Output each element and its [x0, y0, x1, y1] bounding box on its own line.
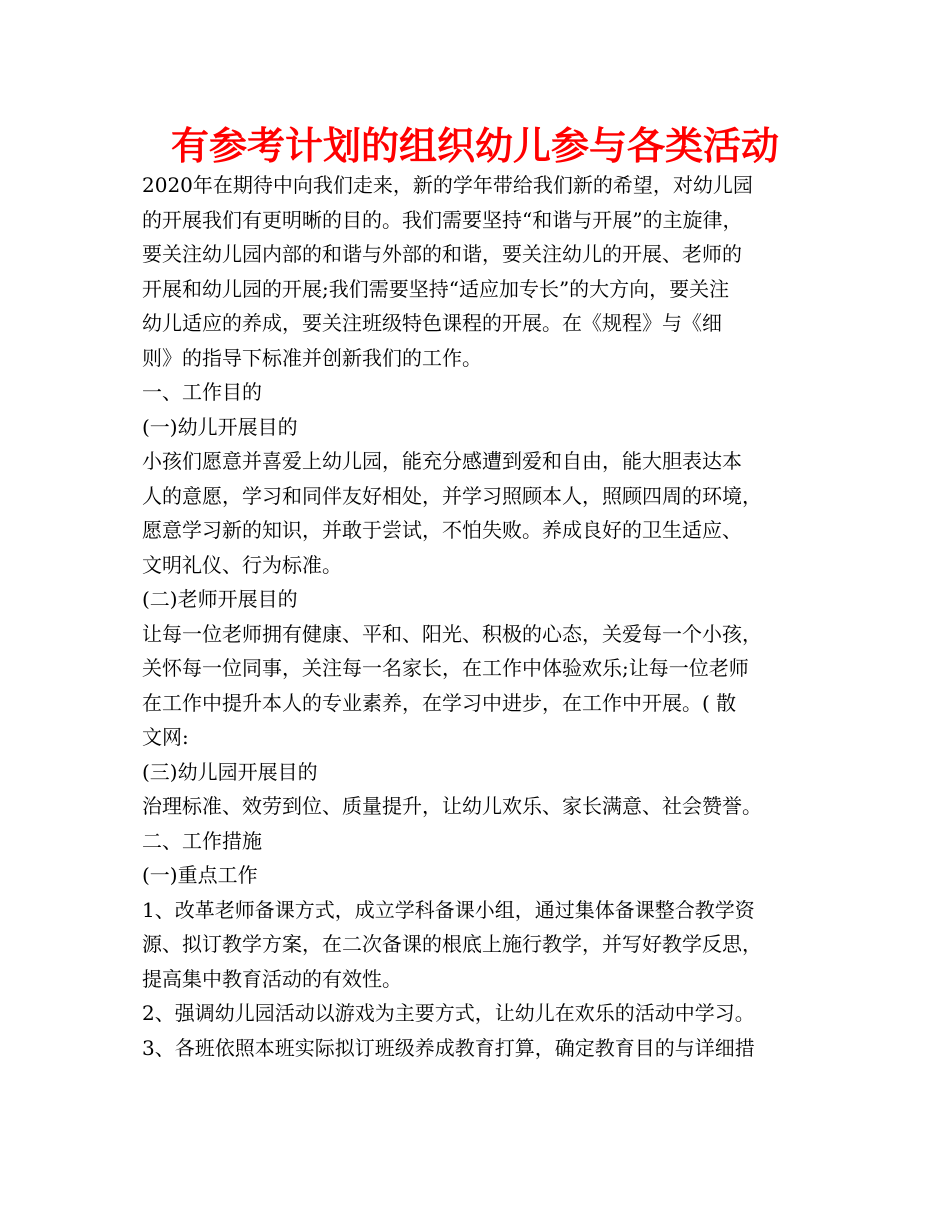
- document-body: [142, 168, 822, 1065]
- body-line: 要关注幼儿园内部的和谐与外部的和谐，要关注幼儿的开展、老师的: [142, 242, 742, 266]
- body-line: 文明礼仪、行为标准。: [142, 552, 342, 577]
- subsection-heading: (三)幼儿园开展目的: [142, 759, 318, 784]
- body-line: 3、各班依照本班实际拟订班级养成教育打算，确定教育目的与详细措: [142, 1035, 755, 1060]
- body-line: 人的意愿，学习和同伴友好相处，并学习照顾本人，照顾四周的环境，: [142, 483, 762, 508]
- subsection-heading: (一)重点工作: [142, 863, 258, 887]
- body-line: 让每一位老师拥有健康、平和、阳光、积极的心态，关爱每一个小孩，: [142, 621, 762, 646]
- section-heading: 一、工作目的: [142, 380, 262, 404]
- section-heading: 二、工作措施: [142, 828, 262, 853]
- subsection-heading: (二)老师开展目的: [142, 587, 298, 611]
- document-title: 有参考计划的组织幼儿参与各类活动: [170, 124, 779, 168]
- body-line: 1、改革老师备课方式，成立学科备课小组，通过集体备课整合教学资: [142, 897, 755, 922]
- body-line: 的开展我们有更明晰的目的。我们需要坚持“和谐与开展”的主旋律，: [142, 207, 743, 232]
- body-line: 幼儿适应的养成，要关注班级特色课程的开展。在《规程》与《细: [142, 311, 722, 335]
- body-line: 2020年在期待中向我们走来，新的学年带给我们新的希望，对幼儿园: [142, 173, 753, 197]
- body-line: 在工作中提升本人的专业素养，在学习中进步，在工作中开展。( 散: [142, 690, 737, 715]
- body-line: 小孩们愿意并喜爱上幼儿园，能充分感遭到爱和自由，能大胆表达本: [142, 449, 742, 473]
- body-line: 源、拟订教学方案，在二次备课的根底上施行教学，并写好教学反思，: [142, 932, 762, 956]
- body-line: 则》的指导下标准并创新我们的工作。: [142, 345, 482, 370]
- subsection-heading: (一)幼儿开展目的: [142, 414, 298, 439]
- body-line: 关怀每一位同事，关注每一名家长，在工作中体验欢乐;让每一位老师: [142, 656, 749, 680]
- body-line: 开展和幼儿园的开展;我们需要坚持“适应加专长”的大方向，要关注: [142, 276, 730, 301]
- body-line: 治理标准、效劳到位、质量提升，让幼儿欢乐、家长满意、社会赞誉。: [142, 794, 762, 818]
- body-line: 2、强调幼儿园活动以游戏为主要方式，让幼儿在欢乐的活动中学习。: [142, 1001, 755, 1025]
- body-line: 提高集中教育活动的有效性。: [142, 966, 402, 991]
- body-line: 愿意学习新的知识，并敢于尝试，不怕失败。养成良好的卫生适应、: [142, 518, 742, 542]
- body-line: 文网:: [142, 725, 189, 749]
